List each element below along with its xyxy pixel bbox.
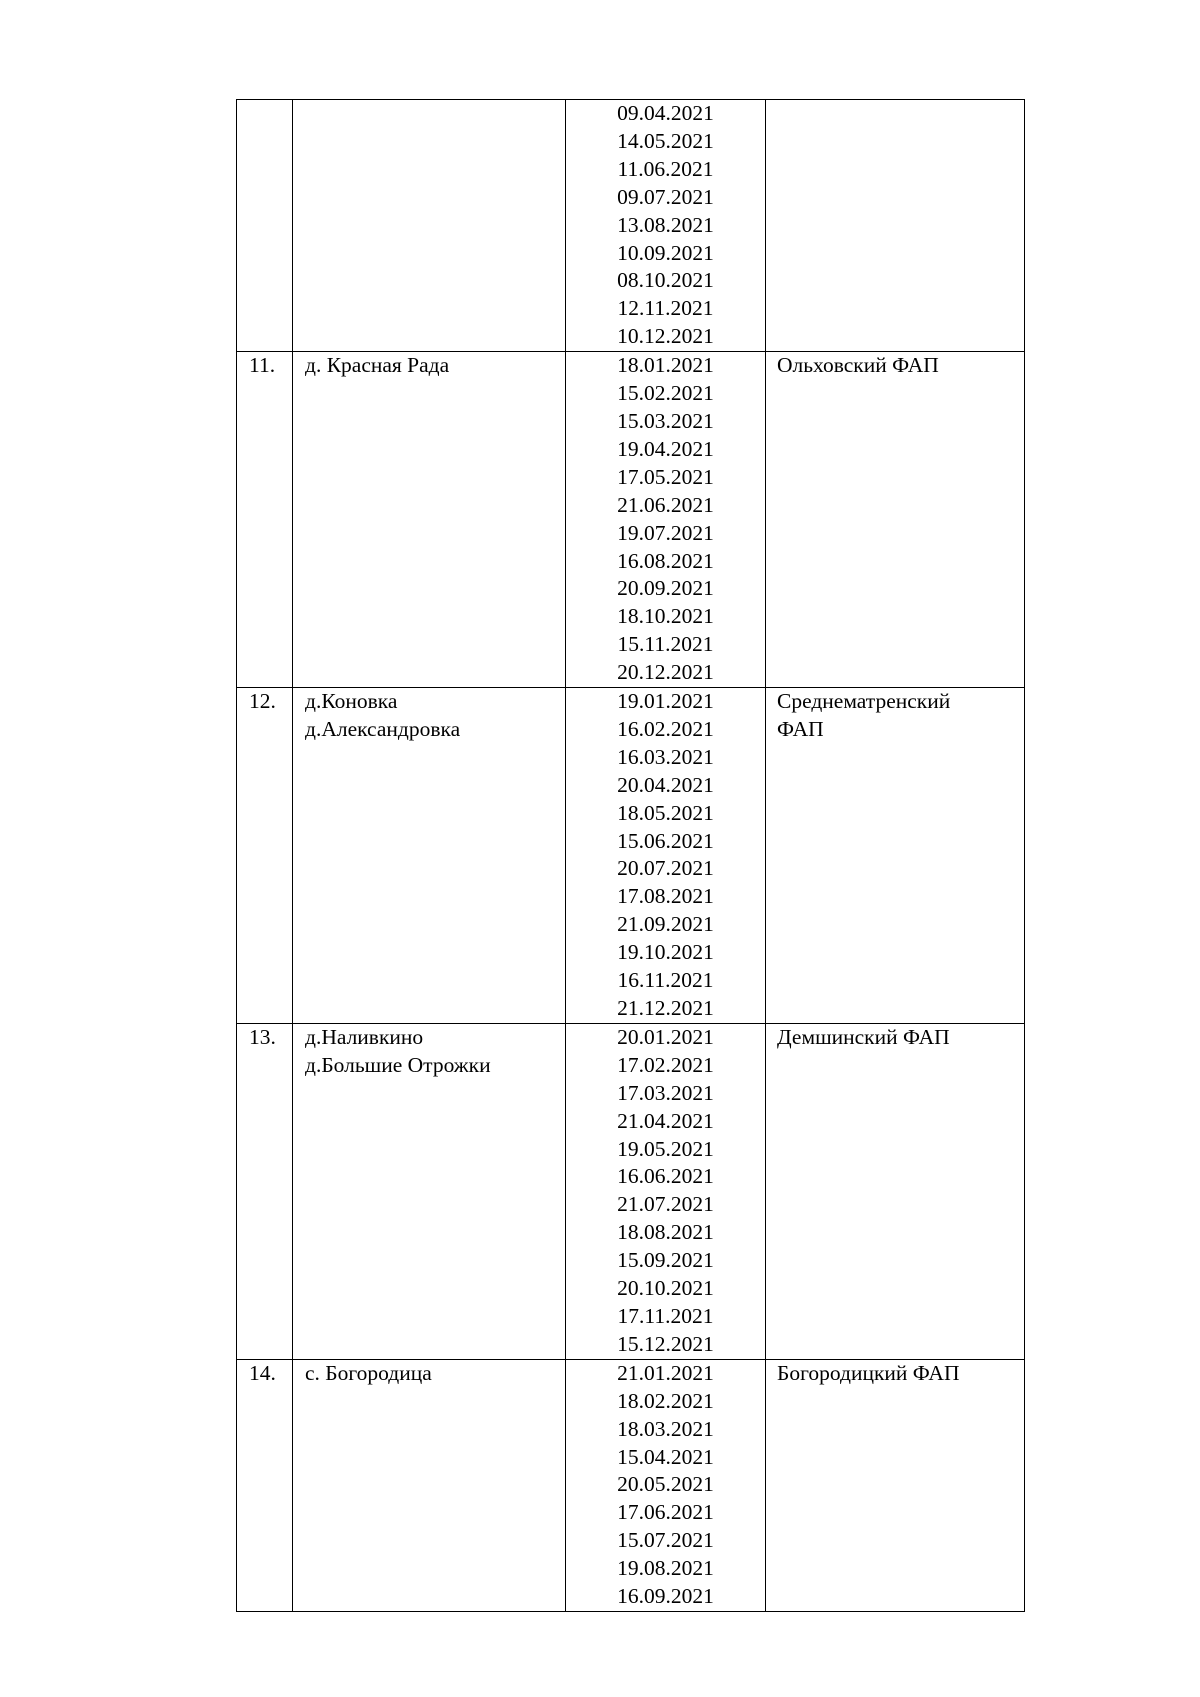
visit-date: 16.09.2021 [617,1584,714,1609]
fap-cell [766,352,1025,688]
settlement-cell [293,100,566,352]
visit-date: 21.09.2021 [617,912,714,937]
fap-name: Среднематренский [777,689,951,714]
schedule-table [236,99,1025,1612]
table-body [237,100,1025,1612]
visit-date: 08.10.2021 [617,268,714,293]
visit-date: 19.01.2021 [617,689,714,714]
row-number: 12. [249,689,276,714]
row-number: 11. [249,353,276,378]
visit-date: 17.03.2021 [617,1080,714,1105]
row-number: 13. [249,1024,276,1049]
visit-date: 15.07.2021 [617,1528,714,1553]
row-number-cell [237,352,293,688]
visit-date: 21.01.2021 [617,1360,714,1385]
settlement-name: д.Коновка [305,689,398,714]
table-row [237,1359,1025,1611]
row-number-cell [237,100,293,352]
dates-cell [566,688,766,1024]
table-row [237,1023,1025,1359]
visit-date: 13.08.2021 [617,212,714,237]
visit-date: 21.12.2021 [617,996,714,1020]
visit-date: 17.11.2021 [617,1303,714,1328]
visit-date: 18.02.2021 [617,1388,714,1413]
fap-cell [766,100,1025,352]
settlement-cell [293,352,566,688]
visit-date: 15.12.2021 [617,1331,714,1356]
visit-date: 16.02.2021 [617,716,714,741]
fap-name: Богородицкий ФАП [777,1360,960,1385]
settlement-cell [293,688,566,1024]
fap-name: Демшинский ФАП [777,1024,950,1049]
visit-date: 17.08.2021 [617,884,714,909]
visit-date: 20.07.2021 [617,856,714,881]
table-row [237,352,1025,688]
row-number-cell [237,1023,293,1359]
visit-date: 18.05.2021 [617,800,714,825]
visit-date: 18.10.2021 [617,604,714,629]
visit-date: 14.05.2021 [617,128,714,153]
visit-date: 20.09.2021 [617,576,714,601]
visit-date: 20.01.2021 [617,1024,714,1049]
visit-date: 18.01.2021 [617,353,714,378]
visit-date: 15.11.2021 [617,632,714,657]
table-row [237,100,1025,352]
visit-date: 21.04.2021 [617,1108,714,1133]
visit-date: 15.04.2021 [617,1444,714,1469]
settlement-cell [293,1023,566,1359]
fap-name: ФАП [777,716,824,741]
visit-date: 16.06.2021 [617,1164,714,1189]
visit-date: 10.12.2021 [617,324,714,349]
visit-date: 16.03.2021 [617,744,714,769]
settlement-name: д.Александровка [305,716,461,741]
visit-date: 18.08.2021 [617,1220,714,1245]
visit-date: 19.07.2021 [617,520,714,545]
visit-date: 19.08.2021 [617,1556,714,1581]
visit-date: 17.02.2021 [617,1052,714,1077]
visit-date: 19.10.2021 [617,940,714,965]
fap-cell [766,1023,1025,1359]
visit-date: 15.03.2021 [617,408,714,433]
visit-date: 12.11.2021 [617,296,714,321]
visit-date: 15.06.2021 [617,828,714,853]
dates-cell [566,1023,766,1359]
visit-date: 17.06.2021 [617,1500,714,1525]
visit-date: 09.04.2021 [617,101,714,125]
visit-date: 21.07.2021 [617,1192,714,1217]
visit-date: 19.04.2021 [617,436,714,461]
fap-cell [766,688,1025,1024]
settlement-name: д. Красная Рада [305,353,450,378]
visit-date: 09.07.2021 [617,184,714,209]
dates-cell [566,352,766,688]
settlement-name: д.Большие Отрожки [305,1052,491,1077]
dates-cell [566,1359,766,1611]
settlement-cell [293,1359,566,1611]
fap-name: Ольховский ФАП [777,353,939,378]
row-number: 14. [249,1360,276,1385]
visit-date: 17.05.2021 [617,464,714,489]
visit-date: 20.05.2021 [617,1472,714,1497]
visit-date: 11.06.2021 [617,156,714,181]
row-number-cell [237,688,293,1024]
table-row [237,688,1025,1024]
visit-date: 20.12.2021 [617,660,714,685]
visit-date: 15.02.2021 [617,381,714,406]
dates-cell [566,100,766,352]
visit-date: 16.08.2021 [617,548,714,573]
visit-date: 21.06.2021 [617,492,714,517]
visit-date: 15.09.2021 [617,1248,714,1273]
visit-date: 18.03.2021 [617,1416,714,1441]
fap-cell [766,1359,1025,1611]
visit-date: 20.10.2021 [617,1276,714,1301]
row-number-cell [237,1359,293,1611]
settlement-name: с. Богородица [305,1360,432,1385]
visit-date: 20.04.2021 [617,772,714,797]
visit-date: 16.11.2021 [617,968,714,993]
visit-date: 19.05.2021 [617,1136,714,1161]
visit-date: 10.09.2021 [617,240,714,265]
settlement-name: д.Наливкино [305,1024,424,1049]
